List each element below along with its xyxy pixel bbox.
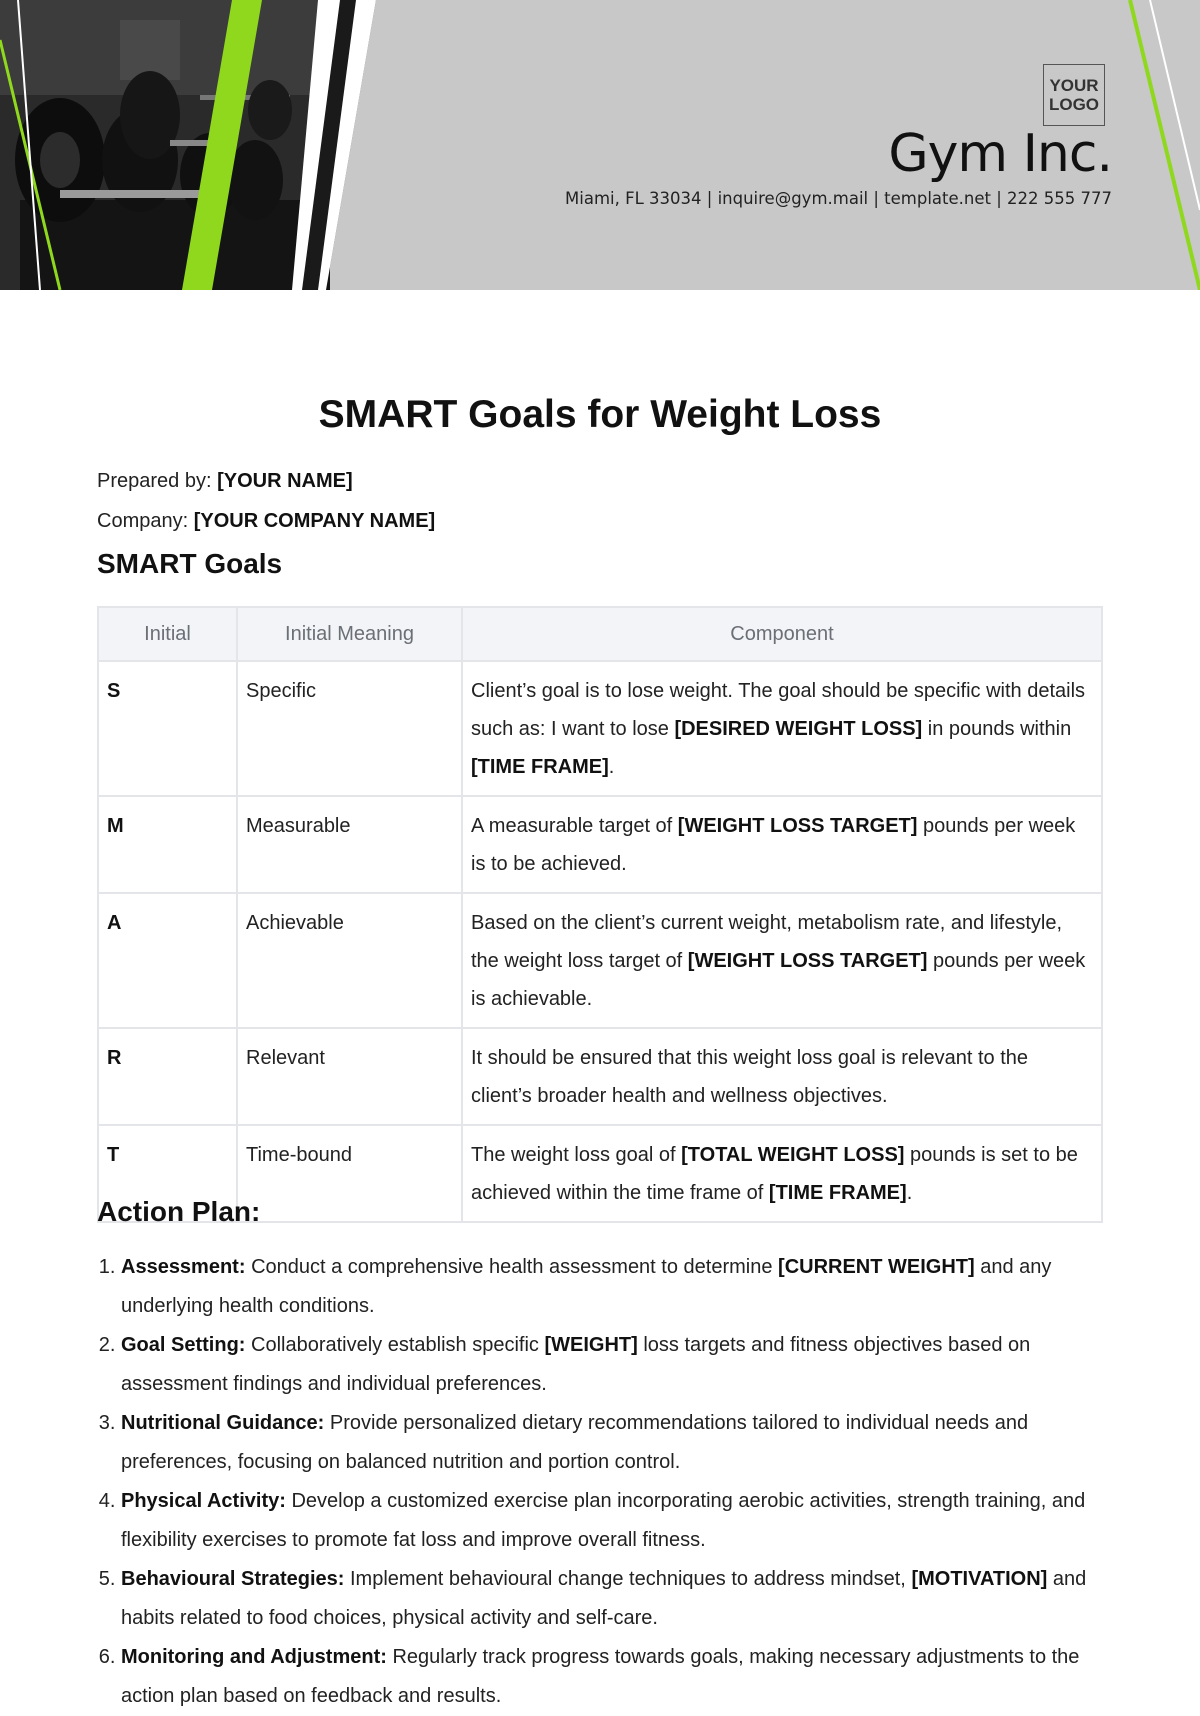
- table-row: [98, 796, 1102, 893]
- cell-initial: T: [98, 1125, 237, 1222]
- text-run: and any underlying health conditions.: [121, 1256, 1052, 1317]
- smart-goals-rows: [98, 661, 1102, 1222]
- emphasis-text: [DESIRED WEIGHT LOSS]: [674, 718, 923, 740]
- text-run: It should be ensured that this weight loss goal is relevant to the client’s broader health and wellness objectives.: [471, 1047, 1029, 1107]
- company-label: Company:: [97, 510, 189, 532]
- column-header-initial: Initial: [98, 607, 237, 661]
- cell-meaning: Measurable: [237, 796, 462, 893]
- emphasis-text: [TIME FRAME]: [768, 1182, 907, 1204]
- list-item: [121, 1404, 1127, 1482]
- prepared-by-value: [YOUR NAME]: [217, 470, 353, 492]
- company-line: [97, 510, 435, 533]
- table-row: [98, 893, 1102, 1028]
- cell-meaning: Achievable: [237, 893, 462, 1028]
- emphasis-text: [WEIGHT LOSS TARGET]: [677, 815, 918, 837]
- text-run: Implement behavioural change techniques to address mindset,: [344, 1568, 912, 1590]
- prepared-by-line: [97, 470, 353, 493]
- action-plan-heading: Action Plan:: [97, 1196, 261, 1227]
- text-run: Develop a customized exercise plan incorporating aerobic activities, strength training, and flexibility exercises to promote fat loss and improve overall fitness.: [121, 1490, 1086, 1551]
- text-run: and habits related to food choices, physical activity and self-care.: [121, 1568, 1087, 1629]
- company-value: [YOUR COMPANY NAME]: [193, 510, 436, 532]
- list-item: [121, 1326, 1127, 1404]
- text-run: Provide personalized dietary recommendations tailored to individual needs and preferences, focusing on balanced nutrition and portion control.: [121, 1412, 1029, 1473]
- cell-component: [462, 1125, 1102, 1222]
- emphasis-text: [TIME FRAME]: [471, 756, 609, 778]
- text-run: pounds per week is to be achieved.: [471, 815, 1076, 875]
- emphasis-text: Assessment:: [121, 1256, 246, 1278]
- cell-component: [462, 893, 1102, 1028]
- emphasis-text: Behavioural Strategies:: [121, 1568, 345, 1590]
- smart-goals-heading: SMART Goals: [97, 548, 283, 579]
- text-run: Regularly track progress towards goals, making necessary adjustments to the action plan based on feedback and results.: [121, 1646, 1080, 1707]
- emphasis-text: [TOTAL WEIGHT LOSS]: [681, 1144, 905, 1166]
- text-run: The weight loss goal of: [471, 1144, 682, 1166]
- cell-component: [462, 1028, 1102, 1125]
- list-item: [121, 1482, 1127, 1560]
- text-run: loss targets and fitness objectives based on assessment findings and individual preferences.: [121, 1334, 1031, 1395]
- smart-goals-table: [97, 606, 1103, 1223]
- text-run: in pounds within: [922, 718, 1072, 740]
- page-title: SMART Goals for Weight Loss: [318, 393, 882, 436]
- company-name: Gym Inc.: [888, 124, 1112, 184]
- list-item: [121, 1560, 1127, 1638]
- emphasis-text: [MOTIVATION]: [911, 1568, 1048, 1590]
- text-run: Collaboratively establish specific: [245, 1334, 545, 1356]
- logo-placeholder: YOUR LOGO: [1043, 64, 1105, 126]
- header-banner: [0, 0, 1200, 290]
- cell-meaning: Time-bound: [237, 1125, 462, 1222]
- text-run: Conduct a comprehensive health assessment to determine: [245, 1256, 779, 1278]
- column-header-component: Component: [462, 607, 1102, 661]
- list-item: [121, 1638, 1127, 1716]
- emphasis-text: [WEIGHT]: [544, 1334, 638, 1356]
- action-plan-list: [97, 1248, 1127, 1716]
- emphasis-text: Physical Activity:: [121, 1490, 286, 1512]
- table-row: [98, 661, 1102, 796]
- emphasis-text: Nutritional Guidance:: [121, 1412, 325, 1434]
- table-header-row: [98, 607, 1102, 661]
- prepared-by-label: Prepared by:: [97, 470, 212, 492]
- cell-meaning: Relevant: [237, 1028, 462, 1125]
- text-run: pounds per week is achievable.: [471, 950, 1086, 1010]
- text-run: Based on the client’s current weight, metabolism rate, and lifestyle, the weight loss target of: [471, 912, 1063, 972]
- company-contact: Miami, FL 33034 | inquire@gym.mail | template.net | 222 555 777: [565, 189, 1112, 208]
- cell-meaning: Specific: [237, 661, 462, 796]
- column-header-meaning: Initial Meaning: [237, 607, 462, 661]
- table-row: [98, 1028, 1102, 1125]
- cell-initial: S: [98, 661, 237, 796]
- text-run: pounds is set to be achieved within the time frame of: [471, 1144, 1078, 1204]
- text-run: A measurable target of: [471, 815, 678, 837]
- emphasis-text: Goal Setting:: [121, 1334, 246, 1356]
- text-run: .: [608, 756, 615, 778]
- emphasis-text: [WEIGHT LOSS TARGET]: [687, 950, 928, 972]
- text-run: Client’s goal is to lose weight. The goal should be specific with details such as: I want to lose: [471, 680, 1086, 740]
- text-run: .: [906, 1182, 913, 1204]
- cell-initial: A: [98, 893, 237, 1028]
- cell-component: [462, 661, 1102, 796]
- list-item: [121, 1248, 1127, 1326]
- cell-initial: R: [98, 1028, 237, 1125]
- emphasis-text: [CURRENT WEIGHT]: [778, 1256, 975, 1278]
- cell-initial: M: [98, 796, 237, 893]
- emphasis-text: Monitoring and Adjustment:: [121, 1646, 387, 1668]
- cell-component: [462, 796, 1102, 893]
